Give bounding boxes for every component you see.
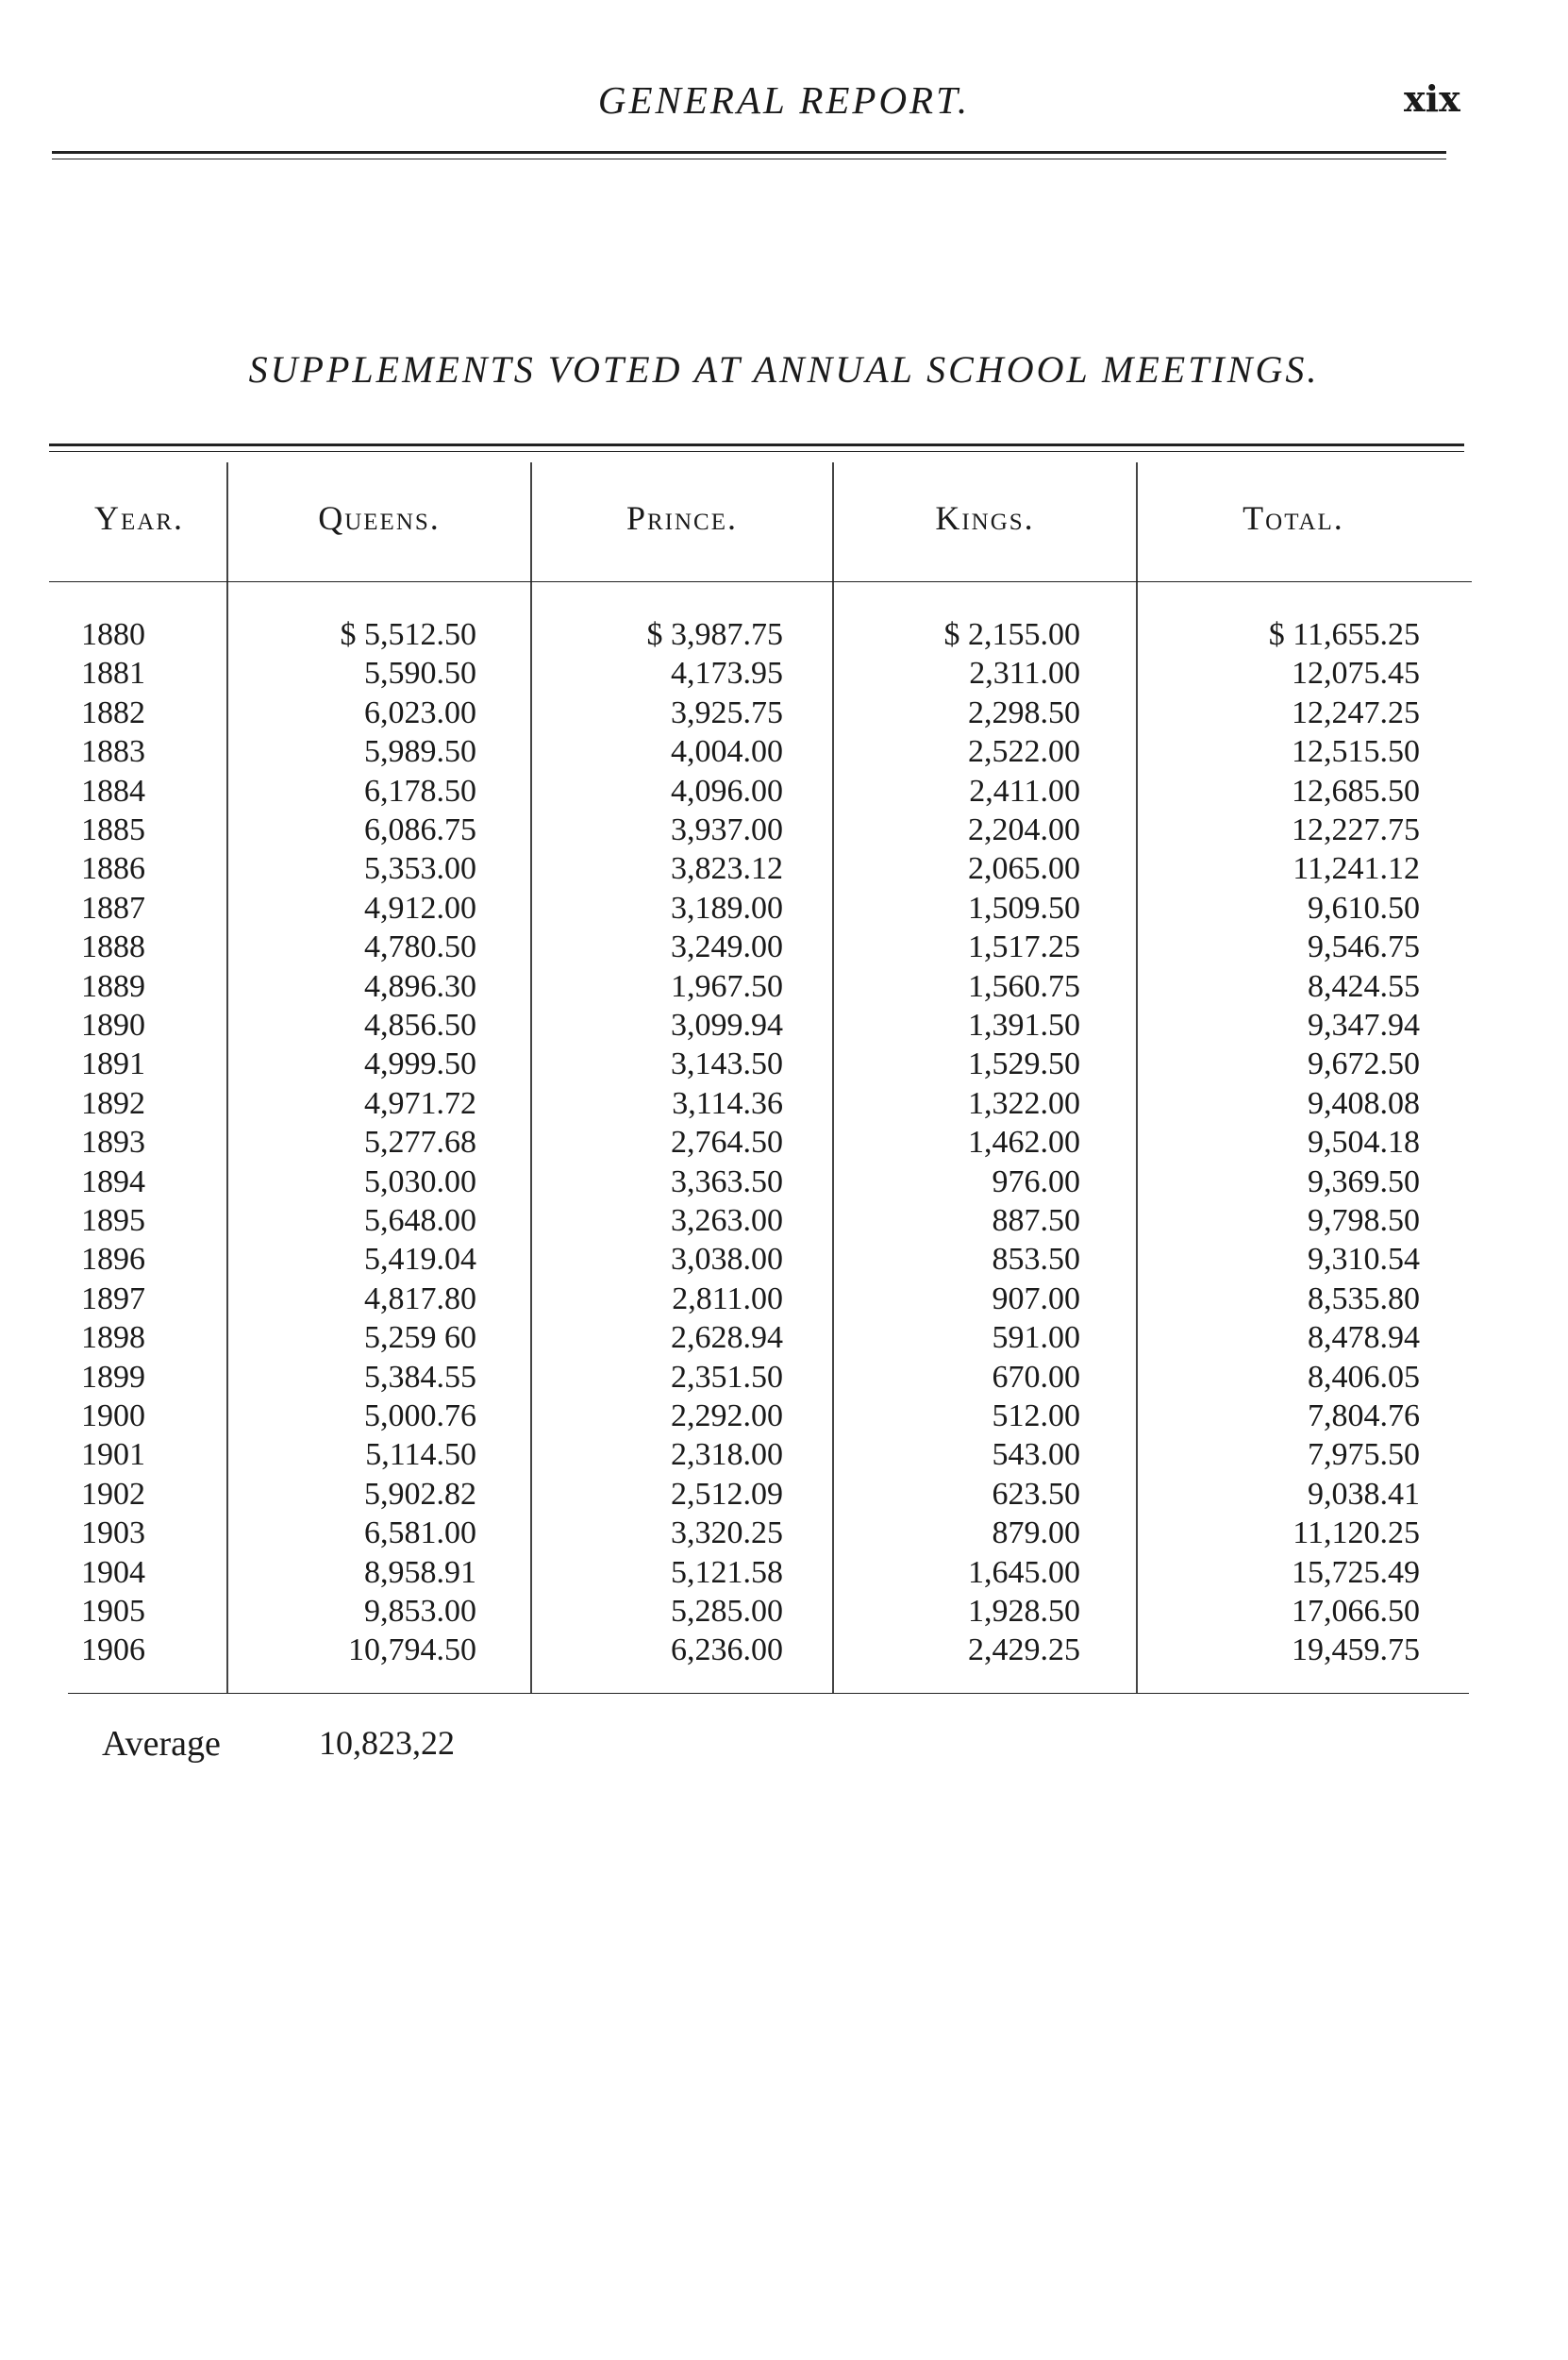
total-cell: $ 11,655.25	[1268, 617, 1420, 652]
kings-cell: 2,411.00	[969, 773, 1080, 809]
kings-cell: 2,429.25	[968, 1632, 1080, 1668]
table-row	[0, 654, 1568, 693]
table-top-rule-thin	[49, 451, 1464, 452]
year-cell: 1905	[81, 1594, 145, 1629]
total-cell: 11,241.12	[1293, 851, 1420, 887]
prince-cell: 4,096.00	[671, 773, 783, 809]
prince-cell: 3,925.75	[671, 695, 783, 730]
prince-cell: 5,285.00	[671, 1594, 783, 1629]
total-cell: 9,610.50	[1308, 890, 1420, 926]
total-cell: 9,369.50	[1308, 1163, 1420, 1199]
table-row	[0, 615, 1568, 654]
prince-cell: 3,320.25	[671, 1515, 783, 1551]
table-row	[0, 1045, 1568, 1083]
table-row	[0, 1240, 1568, 1279]
kings-cell: 2,065.00	[968, 851, 1080, 887]
total-cell: 17,066.50	[1292, 1594, 1420, 1629]
queens-cell: 4,817.80	[364, 1280, 476, 1316]
prince-cell: 2,318.00	[671, 1437, 783, 1473]
column-header-queens: Queens.	[318, 499, 441, 537]
kings-cell: 853.50	[992, 1242, 1080, 1278]
kings-cell: 1,517.25	[968, 929, 1080, 965]
total-cell: 8,424.55	[1308, 968, 1420, 1004]
prince-cell: 3,189.00	[671, 890, 783, 926]
table-row	[0, 1631, 1568, 1669]
table-row	[0, 889, 1568, 928]
prince-cell: 2,351.50	[671, 1359, 783, 1395]
queens-cell: 5,259 60	[364, 1320, 476, 1356]
kings-cell: 1,509.50	[968, 890, 1080, 926]
prince-cell: 3,143.50	[671, 1046, 783, 1082]
total-cell: 12,685.50	[1292, 773, 1420, 809]
year-cell: 1881	[81, 656, 145, 692]
queens-cell: 8,958.91	[364, 1554, 476, 1590]
header-underline	[49, 581, 1472, 582]
queens-cell: 5,902.82	[364, 1476, 476, 1512]
prince-cell: 3,114.36	[672, 1085, 783, 1121]
total-cell: 9,798.50	[1308, 1203, 1420, 1238]
column-header-total: Total.	[1243, 499, 1344, 537]
prince-cell: 2,811.00	[672, 1280, 783, 1316]
kings-cell: 591.00	[992, 1320, 1080, 1356]
kings-cell: 1,560.75	[968, 968, 1080, 1004]
year-cell: 1887	[81, 890, 145, 926]
kings-cell: $ 2,155.00	[943, 617, 1080, 652]
table-row	[0, 1475, 1568, 1514]
table-row	[0, 1201, 1568, 1240]
kings-cell: 1,322.00	[968, 1085, 1080, 1121]
total-cell: 19,459.75	[1292, 1632, 1420, 1668]
queens-cell: 10,794.50	[348, 1632, 476, 1668]
total-cell: 7,804.76	[1308, 1398, 1420, 1433]
queens-cell: 5,648.00	[364, 1203, 476, 1238]
kings-cell: 2,522.00	[968, 734, 1080, 770]
prince-cell: 1,967.50	[671, 968, 783, 1004]
year-cell: 1899	[81, 1359, 145, 1395]
year-cell: 1897	[81, 1280, 145, 1316]
total-cell: 9,310.54	[1308, 1242, 1420, 1278]
year-cell: 1900	[81, 1398, 145, 1433]
year-cell: 1889	[81, 968, 145, 1004]
table-row	[0, 849, 1568, 888]
queens-cell: 5,419.04	[364, 1242, 476, 1278]
table-row	[0, 732, 1568, 771]
year-cell: 1904	[81, 1554, 145, 1590]
column-header-kings: Kings.	[935, 499, 1035, 537]
year-cell: 1884	[81, 773, 145, 809]
queens-cell: 4,780.50	[364, 929, 476, 965]
total-cell: 9,546.75	[1308, 929, 1420, 965]
queens-cell: 9,853.00	[364, 1594, 476, 1629]
year-cell: 1902	[81, 1476, 145, 1512]
page-number: xix	[1404, 77, 1460, 120]
year-cell: 1883	[81, 734, 145, 770]
average-label: Average	[102, 1724, 221, 1764]
total-cell: 9,347.94	[1308, 1008, 1420, 1043]
prince-cell: 2,628.94	[671, 1320, 783, 1356]
table-row	[0, 967, 1568, 1006]
table-bottom-rule	[68, 1693, 1469, 1694]
year-cell: 1885	[81, 812, 145, 847]
table-row	[0, 1435, 1568, 1474]
table-row	[0, 1592, 1568, 1631]
queens-cell: 5,384.55	[364, 1359, 476, 1395]
queens-cell: 6,086.75	[364, 812, 476, 847]
prince-cell: 3,937.00	[671, 812, 783, 847]
table-row	[0, 772, 1568, 811]
kings-cell: 1,928.50	[968, 1594, 1080, 1629]
total-cell: 8,535.80	[1308, 1280, 1420, 1316]
total-cell: 9,038.41	[1308, 1476, 1420, 1512]
total-cell: 9,408.08	[1308, 1085, 1420, 1121]
prince-cell: 4,173.95	[671, 656, 783, 692]
page-title: GENERAL REPORT.	[597, 78, 971, 122]
queens-cell: 6,581.00	[364, 1515, 476, 1551]
table-title: SUPPLEMENTS VOTED AT ANNUAL SCHOOL MEETINGS.	[248, 348, 1320, 391]
kings-cell: 879.00	[992, 1515, 1080, 1551]
kings-cell: 2,204.00	[968, 812, 1080, 847]
table-row	[0, 1123, 1568, 1162]
prince-cell: 6,236.00	[671, 1632, 783, 1668]
queens-cell: $ 5,512.50	[340, 617, 476, 652]
year-cell: 1882	[81, 695, 145, 730]
queens-cell: 4,971.72	[364, 1085, 476, 1121]
table-row	[0, 1163, 1568, 1201]
year-cell: 1901	[81, 1437, 145, 1473]
prince-cell: 5,121.58	[671, 1554, 783, 1590]
kings-cell: 512.00	[992, 1398, 1080, 1433]
queens-cell: 4,896.30	[364, 968, 476, 1004]
kings-cell: 670.00	[992, 1359, 1080, 1395]
kings-cell: 1,391.50	[968, 1008, 1080, 1043]
total-cell: 7,975.50	[1308, 1437, 1420, 1473]
total-cell: 12,075.45	[1292, 656, 1420, 692]
table-row	[0, 1358, 1568, 1397]
queens-cell: 5,000.76	[364, 1398, 476, 1433]
prince-cell: 4,004.00	[671, 734, 783, 770]
prince-cell: 3,263.00	[671, 1203, 783, 1238]
kings-cell: 1,529.50	[968, 1046, 1080, 1082]
kings-cell: 1,645.00	[968, 1554, 1080, 1590]
prince-cell: 3,038.00	[671, 1242, 783, 1278]
prince-cell: 3,099.94	[671, 1008, 783, 1043]
queens-cell: 4,856.50	[364, 1008, 476, 1043]
year-cell: 1893	[81, 1125, 145, 1161]
total-cell: 8,406.05	[1308, 1359, 1420, 1395]
kings-cell: 623.50	[992, 1476, 1080, 1512]
prince-cell: 3,363.50	[671, 1163, 783, 1199]
year-cell: 1880	[81, 617, 145, 652]
kings-cell: 887.50	[992, 1203, 1080, 1238]
year-cell: 1896	[81, 1242, 145, 1278]
table-row	[0, 928, 1568, 966]
column-header-prince: Prince.	[626, 499, 739, 537]
average-value: 10,823,22	[319, 1724, 455, 1762]
queens-cell: 6,023.00	[364, 695, 476, 730]
prince-cell: 2,764.50	[671, 1125, 783, 1161]
year-cell: 1903	[81, 1515, 145, 1551]
table-top-rule	[49, 444, 1464, 446]
kings-cell: 976.00	[992, 1163, 1080, 1199]
total-cell: 9,504.18	[1308, 1125, 1420, 1161]
queens-cell: 5,277.68	[364, 1125, 476, 1161]
queens-cell: 5,030.00	[364, 1163, 476, 1199]
queens-cell: 5,114.50	[365, 1437, 476, 1473]
kings-cell: 2,311.00	[969, 656, 1080, 692]
queens-cell: 5,989.50	[364, 734, 476, 770]
queens-cell: 4,912.00	[364, 890, 476, 926]
queens-cell: 6,178.50	[364, 773, 476, 809]
kings-cell: 543.00	[992, 1437, 1080, 1473]
year-cell: 1906	[81, 1632, 145, 1668]
header-rule	[52, 151, 1446, 154]
table-row	[0, 1318, 1568, 1357]
queens-cell: 4,999.50	[364, 1046, 476, 1082]
total-cell: 12,515.50	[1292, 734, 1420, 770]
table-row	[0, 1280, 1568, 1318]
year-cell: 1892	[81, 1085, 145, 1121]
table-row	[0, 1084, 1568, 1123]
kings-cell: 1,462.00	[968, 1125, 1080, 1161]
table-row	[0, 1514, 1568, 1552]
prince-cell: 2,512.09	[671, 1476, 783, 1512]
queens-cell: 5,590.50	[364, 656, 476, 692]
total-cell: 11,120.25	[1293, 1515, 1420, 1551]
prince-cell: 3,823.12	[671, 851, 783, 887]
table-row	[0, 1397, 1568, 1435]
year-cell: 1886	[81, 851, 145, 887]
year-cell: 1890	[81, 1008, 145, 1043]
prince-cell: $ 3,987.75	[646, 617, 783, 652]
queens-cell: 5,353.00	[364, 851, 476, 887]
table-row	[0, 811, 1568, 849]
total-cell: 15,725.49	[1292, 1554, 1420, 1590]
column-header-year: Year.	[94, 499, 184, 537]
year-cell: 1894	[81, 1163, 145, 1199]
year-cell: 1888	[81, 929, 145, 965]
prince-cell: 2,292.00	[671, 1398, 783, 1433]
kings-cell: 907.00	[992, 1280, 1080, 1316]
total-cell: 8,478.94	[1308, 1320, 1420, 1356]
year-cell: 1891	[81, 1046, 145, 1082]
table-row	[0, 694, 1568, 732]
table-row	[0, 1006, 1568, 1045]
total-cell: 9,672.50	[1308, 1046, 1420, 1082]
kings-cell: 2,298.50	[968, 695, 1080, 730]
total-cell: 12,247.25	[1292, 695, 1420, 730]
year-cell: 1898	[81, 1320, 145, 1356]
year-cell: 1895	[81, 1203, 145, 1238]
prince-cell: 3,249.00	[671, 929, 783, 965]
total-cell: 12,227.75	[1292, 812, 1420, 847]
table-row	[0, 1553, 1568, 1592]
